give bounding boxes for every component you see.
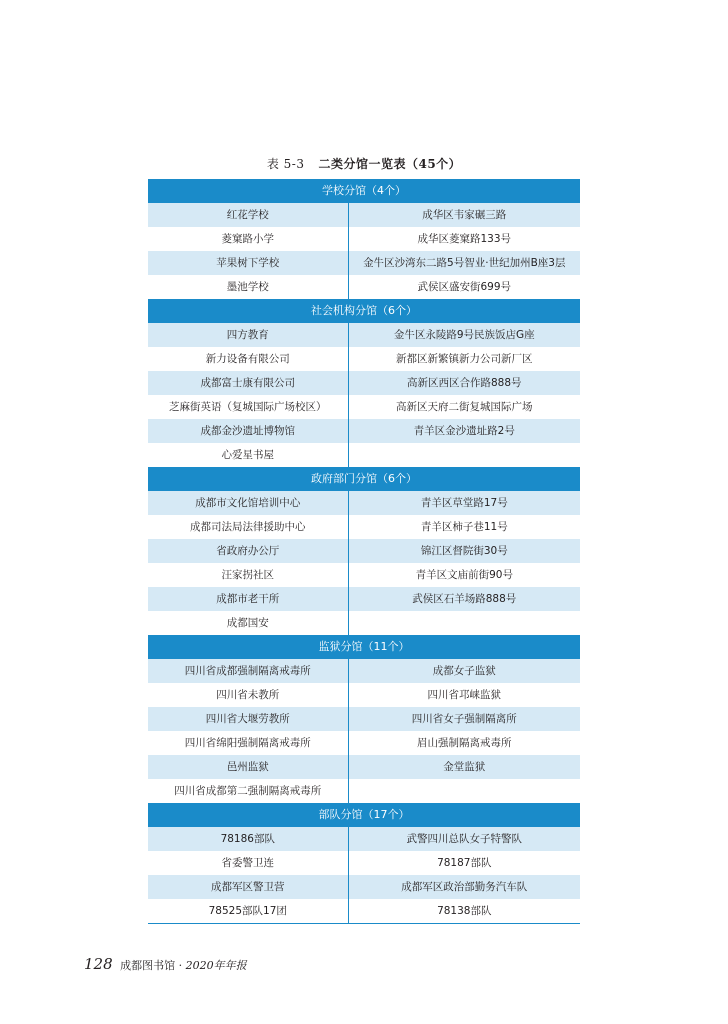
table-row	[148, 515, 580, 539]
table-row	[148, 587, 580, 611]
branch-name-cell: 78186部队	[220, 833, 275, 845]
branch-name-cell: 成都金沙遗址博物馆	[200, 425, 296, 437]
branch-table	[148, 179, 580, 924]
section-header: 政府部门分馆（6个）	[148, 467, 580, 491]
branch-name-cell: 成都富士康有限公司	[200, 377, 296, 389]
branch-name-cell: 成都市文化馆培训中心	[195, 497, 301, 509]
table-row	[148, 899, 580, 923]
branch-address-cell: 锦江区督院街30号	[348, 539, 580, 563]
branch-address-cell: 青羊区金沙遗址路2号	[348, 419, 580, 443]
table-row	[148, 227, 580, 251]
branch-name-cell: 苹果树下学校	[216, 257, 280, 269]
branch-address-cell: 武警四川总队女子特警队	[348, 827, 580, 851]
table-row	[148, 347, 580, 371]
table-row	[148, 203, 580, 227]
branch-address-cell: 新都区新繁镇新力公司新厂区	[348, 347, 580, 371]
branch-address-cell: 青羊区文庙前街90号	[348, 563, 580, 587]
branch-name-cell: 成都市老干所	[216, 593, 280, 605]
branch-name-cell: 四川省大堰劳教所	[205, 713, 290, 725]
branch-name-cell: 邑州监狱	[226, 761, 269, 773]
table-row	[148, 563, 580, 587]
section-header: 社会机构分馆（6个）	[148, 299, 580, 323]
branch-name-cell: 四川省绵阳强制隔离戒毒所	[184, 737, 311, 749]
branch-address-cell: 金牛区沙湾东二路5号智业·世纪加州B座3层	[348, 251, 580, 275]
table-row	[148, 491, 580, 515]
table-row	[148, 275, 580, 299]
branch-name-cell: 芝麻街英语（复城国际广场校区）	[169, 401, 327, 413]
table-row	[148, 875, 580, 899]
branch-name-cell: 墨池学校	[226, 281, 269, 293]
branch-name-cell: 成都国安	[226, 617, 269, 629]
branch-address-cell: 青羊区草堂路17号	[348, 491, 580, 515]
branch-address-cell: 高新区西区合作路888号	[348, 371, 580, 395]
branch-address-cell: 青羊区柿子巷11号	[348, 515, 580, 539]
table-row	[148, 731, 580, 755]
section-header: 学校分馆（4个）	[148, 179, 580, 203]
page-footer	[84, 955, 247, 973]
table-row	[148, 395, 580, 419]
branch-address-cell	[348, 611, 580, 635]
table-row	[148, 851, 580, 875]
branch-name-cell: 省委警卫连	[221, 857, 275, 869]
table-caption	[0, 155, 728, 172]
branch-name-cell: 菱窠路小学	[221, 233, 275, 245]
footer-separator: ·	[178, 959, 183, 972]
branch-name-cell: 78525部队17团	[208, 905, 287, 917]
branch-name-cell: 省政府办公厅	[216, 545, 280, 557]
branch-address-cell: 武侯区盛安街699号	[348, 275, 580, 299]
table-row	[148, 707, 580, 731]
table-row	[148, 443, 580, 467]
branch-address-cell: 成都女子监狱	[348, 659, 580, 683]
table-row	[148, 779, 580, 803]
branch-name-cell: 四川省未教所	[216, 689, 280, 701]
section-header: 部队分馆（17个）	[148, 803, 580, 827]
table-row	[148, 251, 580, 275]
footer-annual: 2020年年报	[185, 959, 247, 972]
branch-name-cell: 心爱星书屋	[221, 449, 275, 461]
branch-address-cell: 高新区天府二街复城国际广场	[348, 395, 580, 419]
branch-address-cell: 金堂监狱	[348, 755, 580, 779]
branch-name-cell: 成都军区警卫营	[211, 881, 285, 893]
branch-address-cell: 成都军区政治部勤务汽车队	[348, 875, 580, 899]
branch-name-cell: 新力设备有限公司	[205, 353, 290, 365]
branch-name-cell: 汪家拐社区	[221, 569, 275, 581]
branch-address-cell: 金牛区永陵路9号民族饭店G座	[348, 323, 580, 347]
branch-name-cell: 成都司法局法律援助中心	[190, 521, 306, 533]
branch-address-cell	[348, 443, 580, 467]
branch-name-cell: 四方教育	[226, 329, 269, 341]
table-row	[148, 611, 580, 635]
section-header: 监狱分馆（11个）	[148, 635, 580, 659]
page-number: 128	[84, 955, 113, 973]
branch-name-cell: 四川省成都第二强制隔离戒毒所	[174, 785, 322, 797]
table-row	[148, 419, 580, 443]
table-row	[148, 371, 580, 395]
branch-address-cell: 四川省女子强制隔离所	[348, 707, 580, 731]
table-row	[148, 683, 580, 707]
branch-address-cell: 78187部队	[348, 851, 580, 875]
branch-address-cell	[348, 779, 580, 803]
branch-address-cell: 武侯区石羊场路888号	[348, 587, 580, 611]
table-row	[148, 539, 580, 563]
branch-address-cell: 成华区菱窠路133号	[348, 227, 580, 251]
table-number: 表 5-3	[266, 157, 305, 171]
branch-address-cell: 成华区韦家碾三路	[348, 203, 580, 227]
branch-address-cell: 四川省邛崃监狱	[348, 683, 580, 707]
table-row	[148, 827, 580, 851]
table-title: 二类分馆一览表（45个）	[318, 157, 462, 171]
branch-name-cell: 红花学校	[226, 209, 269, 221]
table-row	[148, 323, 580, 347]
branch-name-cell: 四川省成都强制隔离戒毒所	[184, 665, 311, 677]
table-row	[148, 755, 580, 779]
branch-address-cell: 眉山强制隔离戒毒所	[348, 731, 580, 755]
footer-library: 成都图书馆	[120, 959, 176, 972]
branch-address-cell: 78138部队	[348, 899, 580, 923]
table-row	[148, 659, 580, 683]
